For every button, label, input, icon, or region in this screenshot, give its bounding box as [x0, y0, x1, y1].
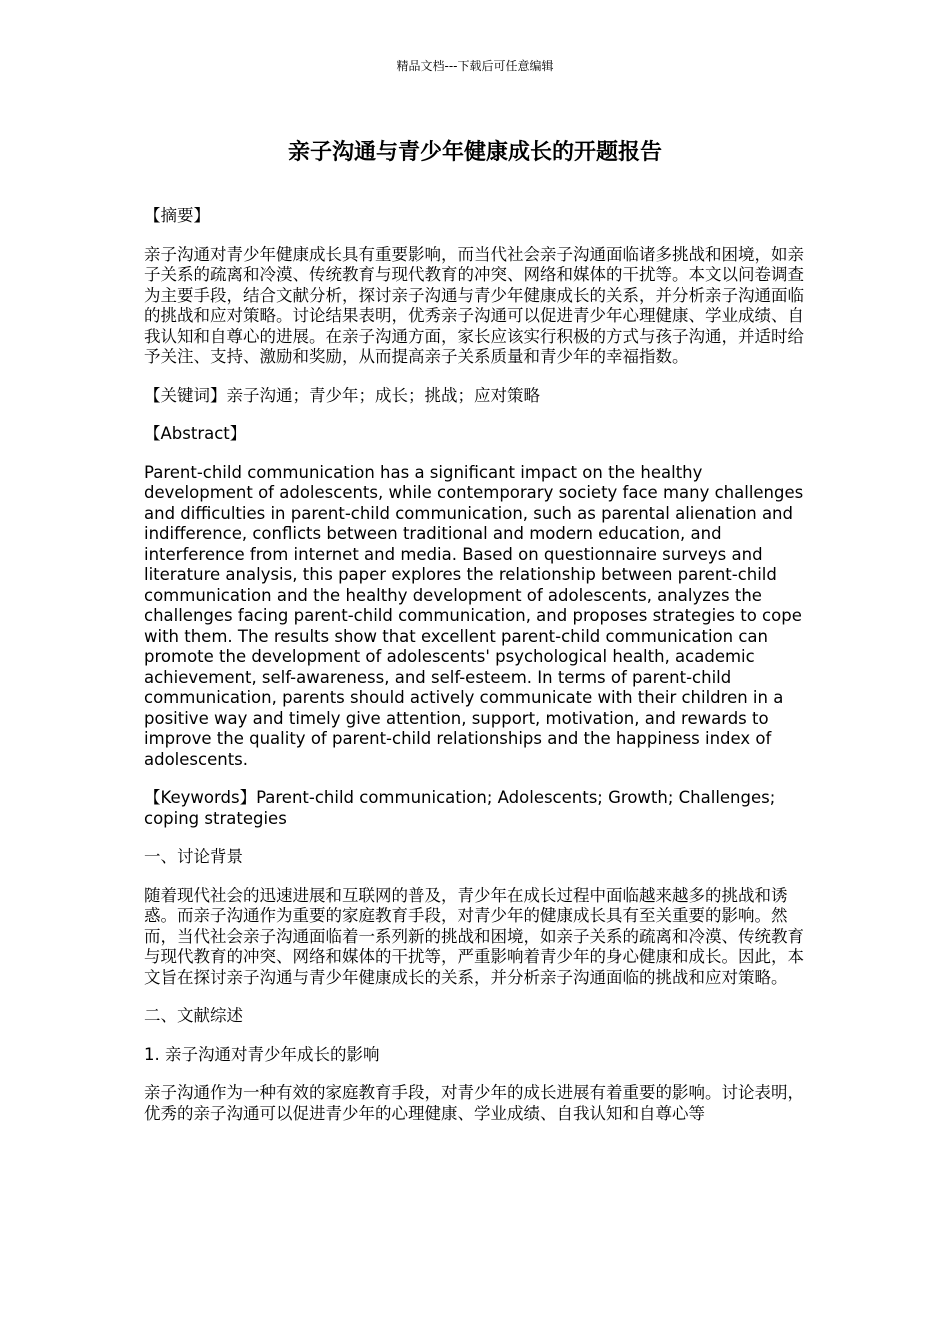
subsection-influence-paragraph: 亲子沟通作为一种有效的家庭教育手段，对青少年的成长进展有着重要的影响。讨论表明，优秀的亲子沟通可以促进青少年的心理健康、学业成绩、自我认知和自尊心等: [144, 1083, 804, 1123]
subsection-heading-influence: 1. 亲子沟通对青少年成长的影响: [144, 1044, 380, 1064]
section-heading-literature-review: 二、文献综述: [144, 1006, 243, 1025]
page-header: 精品文档---下载后可任意编辑: [396, 59, 554, 73]
abstract-en-paragraph: Parent-child communication has a significant impact on the healthy development of adolescents, while contemporary society face many challenges and difficulties in parent-child communication, such as parental alienation and indifference, conflicts between traditional and modern education, and interference from internet and media. Based on questionnaire surveys and literature analysis, this paper explores the relationship between parent-child communication and the healthy development of adolescents, analyzes the challenges facing parent-child communication, and proposes strategies to cope with them. The results show that excellent parent-child communication can promote the development of adolescents' psychological health, academic achievement, self-awareness, and self-esteem. In terms of parent-child communication, parents should actively communicate with their children in a positive way and timely give attention, support, motivation, and rewards to improve the quality of parent-child relationships and the happiness index of adolescents.: [144, 462, 804, 769]
section-background-paragraph: 随着现代社会的迅速进展和互联网的普及，青少年在成长过程中面临越来越多的挑战和诱惑。而亲子沟通作为重要的家庭教育手段，对青少年的健康成长具有至关重要的影响。然而，当代社会亲子沟通面临着一系列新的挑战和困境，如亲子关系的疏离和冷漠、传统教育与现代教育的冲突、网络和媒体的干扰等，严重影响着青少年的身心健康和成长。因此，本文旨在探讨亲子沟通与青少年健康成长的关系，并分析亲子沟通面临的挑战和应对策略。: [144, 885, 804, 987]
document-title: 亲子沟通与青少年健康成长的开题报告: [287, 140, 662, 165]
keywords-en: 【Keywords】Parent-child communication; Adolescents; Growth; Challenges; coping strategies: [144, 788, 776, 828]
keywords-cn: 【关键词】亲子沟通；青少年；成长；挑战；应对策略: [144, 385, 540, 405]
abstract-cn-paragraph: 亲子沟通对青少年健康成长具有重要影响，而当代社会亲子沟通面临诸多挑战和困境，如亲子关系的疏离和冷漠、传统教育与现代教育的冲突、网络和媒体的干扰等。本文以问卷调查为主要手段，结合文献分析，探讨亲子沟通与青少年健康成长的关系，并分析亲子沟通面临的挑战和应对策略。讨论结果表明，优秀亲子沟通可以促进青少年心理健康、学业成绩、自我认知和自尊心的进展。在亲子沟通方面，家长应该实行积极的方式与孩子沟通，并适时给予关注、支持、激励和奖励，从而提高亲子关系质量和青少年的幸福指数。: [144, 244, 804, 366]
section-heading-background: 一、讨论背景: [144, 847, 243, 866]
abstract-label: 【摘要】: [144, 206, 210, 225]
document-body: [144, 206, 810, 1142]
abstract-en-label: 【Abstract】: [144, 424, 247, 443]
